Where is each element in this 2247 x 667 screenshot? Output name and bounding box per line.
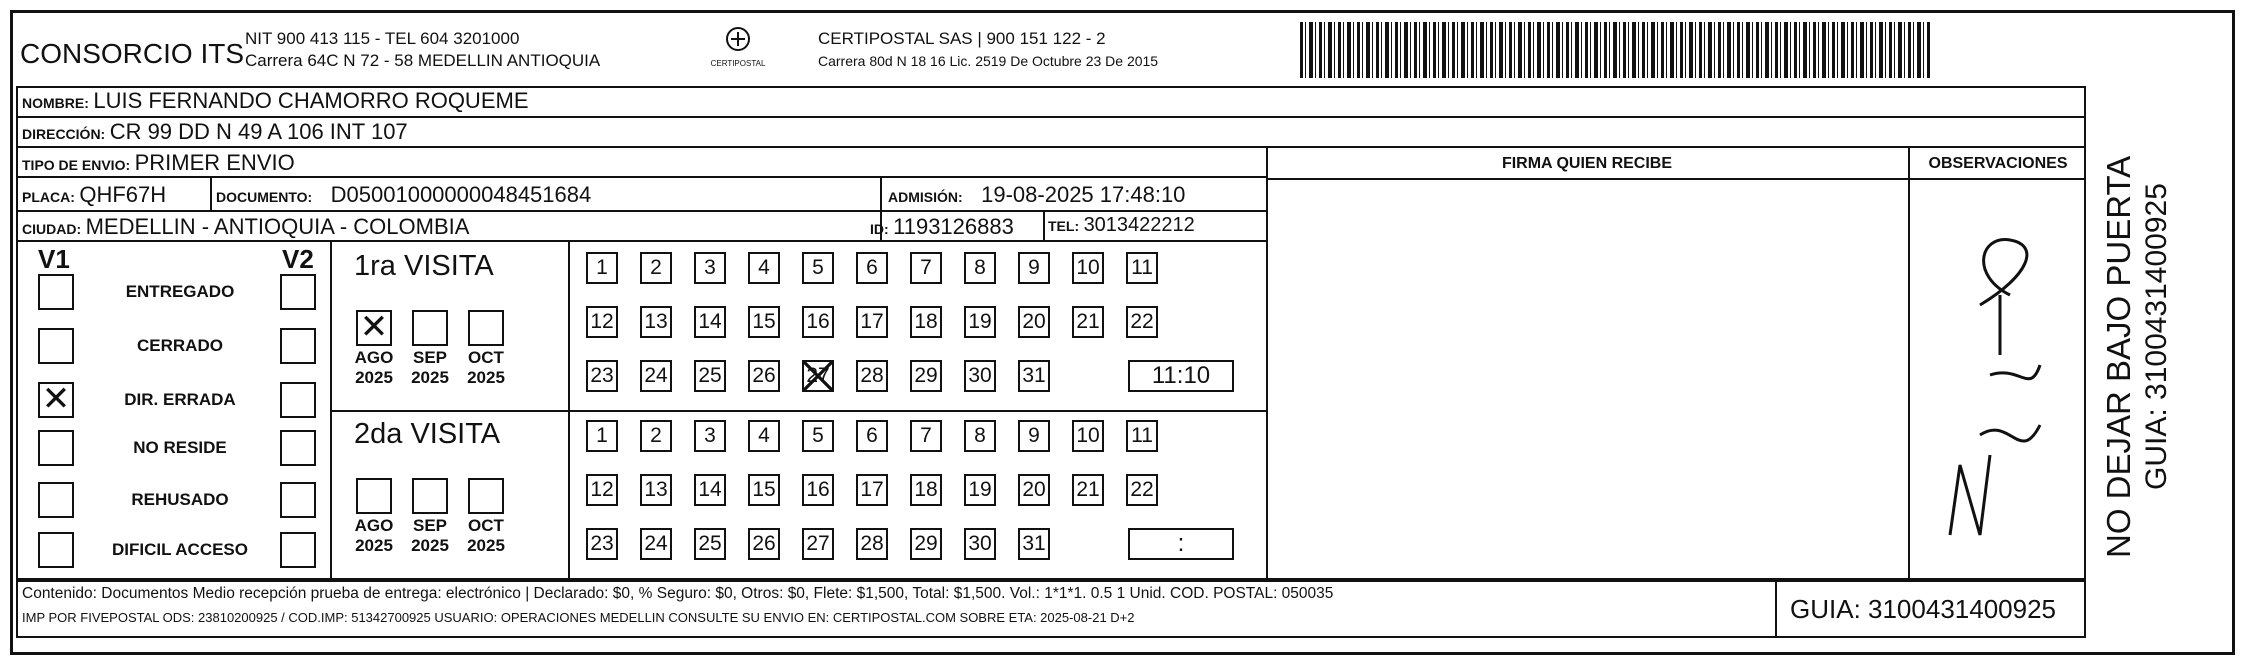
documento-label: DOCUMENTO: xyxy=(216,189,313,205)
day-box[interactable]: 23 xyxy=(586,528,618,560)
v1-checkbox[interactable] xyxy=(38,430,74,466)
status-option-label: REHUSADO xyxy=(131,490,229,509)
day-box[interactable]: 15 xyxy=(748,306,780,338)
month-label xyxy=(405,516,455,556)
day-box[interactable]: 9 xyxy=(1018,252,1050,284)
day-box[interactable]: 5 xyxy=(802,252,834,284)
admision-label: ADMISIÓN: xyxy=(888,189,963,205)
day-box[interactable]: 18 xyxy=(910,306,942,338)
day-box[interactable]: 8 xyxy=(964,252,996,284)
month-name: SEP xyxy=(412,348,448,367)
day-box[interactable]: 2 xyxy=(640,252,672,284)
address-line: Carrera 64C N 72 - 58 MEDELLIN ANTIOQUIA xyxy=(245,51,601,70)
day-box[interactable]: 28 xyxy=(856,360,888,392)
divider xyxy=(330,410,1266,412)
day-box[interactable]: 20 xyxy=(1018,306,1050,338)
day-box[interactable]: 5 xyxy=(802,420,834,452)
day-box[interactable]: 30 xyxy=(964,528,996,560)
day-box[interactable]: 24 xyxy=(640,528,672,560)
divider xyxy=(1043,212,1045,242)
month-checkbox[interactable] xyxy=(468,310,504,346)
v2-header: V2 xyxy=(282,244,314,274)
month-name: OCT xyxy=(468,348,504,367)
ciudad-field xyxy=(22,214,469,240)
month-year: 2025 xyxy=(467,368,505,387)
firma-header: FIRMA QUIEN RECIBE xyxy=(1501,155,1673,172)
placa-value: QHF67H xyxy=(79,182,167,207)
day-box[interactable]: 10 xyxy=(1072,252,1104,284)
visit-title: 1ra VISITA xyxy=(354,250,494,282)
month-checkbox[interactable] xyxy=(468,478,504,514)
divider xyxy=(210,178,212,212)
day-box[interactable]: 9 xyxy=(1018,420,1050,452)
status-option-label: DIR. ERRADA xyxy=(124,390,236,409)
month-label xyxy=(349,516,399,556)
documento-field xyxy=(216,182,591,208)
day-box[interactable]: 19 xyxy=(964,306,996,338)
month-name: SEP xyxy=(412,516,448,535)
v1-checkbox[interactable] xyxy=(38,274,74,310)
observaciones-header: OBSERVACIONES xyxy=(1928,155,2068,172)
v1-checkbox[interactable] xyxy=(38,532,74,568)
month-checkbox[interactable] xyxy=(412,310,448,346)
day-box[interactable]: 1 xyxy=(586,252,618,284)
day-box[interactable]: 26 xyxy=(748,528,780,560)
divider xyxy=(1266,148,1268,580)
documento-value: D05001000000048451684 xyxy=(330,182,592,207)
month-name: OCT xyxy=(468,516,504,535)
v2-checkbox[interactable] xyxy=(280,274,316,310)
v1-checkbox[interactable] xyxy=(38,328,74,364)
time-box[interactable]: : xyxy=(1128,528,1234,560)
day-box[interactable]: 6 xyxy=(856,252,888,284)
day-box[interactable]: 13 xyxy=(640,306,672,338)
divider xyxy=(1266,178,2086,180)
v1-checkbox[interactable] xyxy=(38,482,74,518)
observaciones-handwriting xyxy=(1920,235,2070,555)
day-box[interactable]: 24 xyxy=(640,360,672,392)
nombre-field xyxy=(22,88,529,114)
month-year: 2025 xyxy=(411,368,449,387)
day-box[interactable]: 22 xyxy=(1126,306,1158,338)
company-info xyxy=(245,28,600,72)
day-box[interactable]: 13 xyxy=(640,474,672,506)
v2-checkbox[interactable] xyxy=(280,430,316,466)
v2-checkbox[interactable] xyxy=(280,382,316,418)
barcode xyxy=(1300,22,1930,78)
day-box[interactable]: 14 xyxy=(694,474,726,506)
visit-title: 2da VISITA xyxy=(354,418,501,450)
cert-line: CERTIPOSTAL SAS | 900 151 122 - 2 xyxy=(818,29,1106,48)
tipo-label: TIPO DE ENVIO: xyxy=(22,157,131,173)
day-box[interactable]: 16 xyxy=(802,474,834,506)
day-box[interactable]: 31 xyxy=(1018,360,1050,392)
day-box[interactable]: 27 xyxy=(802,528,834,560)
divider xyxy=(1908,148,1910,580)
day-box[interactable]: 1 xyxy=(586,420,618,452)
day-box[interactable]: 31 xyxy=(1018,528,1050,560)
day-box[interactable]: 25 xyxy=(694,360,726,392)
day-box[interactable]: 4 xyxy=(748,420,780,452)
v2-checkbox[interactable] xyxy=(280,482,316,518)
day-box[interactable]: 3 xyxy=(694,252,726,284)
day-box[interactable]: 17 xyxy=(856,306,888,338)
status-option-label: CERRADO xyxy=(137,336,223,355)
side-guia: GUIA: 3100431400925 xyxy=(2140,183,2173,490)
direccion-label: DIRECCIÓN: xyxy=(22,126,106,142)
day-box[interactable]: 14 xyxy=(694,306,726,338)
day-box[interactable]: 10 xyxy=(1072,420,1104,452)
month-checkbox[interactable]: ✕ xyxy=(356,310,392,346)
day-box[interactable]: 12 xyxy=(586,306,618,338)
month-year: 2025 xyxy=(467,536,505,555)
day-box[interactable]: 22 xyxy=(1126,474,1158,506)
month-name: AGO xyxy=(354,348,394,367)
certipostal-logo xyxy=(708,26,768,74)
id-label: ID: xyxy=(870,221,889,237)
footer-line2: IMP POR FIVEPOSTAL ODS: 23810200925 / COD.IMP: 51342700925 USUARIO: OPERACIONES MEDELLIN CONSULTE SU ENVIO EN: CERTIPOSTAL.COM SOBRE ETA: 2025-08-21 D+2 xyxy=(22,610,1135,625)
day-box[interactable]: 15 xyxy=(748,474,780,506)
nombre-label: NOMBRE: xyxy=(22,95,89,111)
day-box[interactable]: 21 xyxy=(1072,306,1104,338)
time-box[interactable]: 11:10 xyxy=(1128,360,1234,392)
day-box[interactable]: 29 xyxy=(910,360,942,392)
day-box[interactable]: 2 xyxy=(640,420,672,452)
tel-label: TEL: xyxy=(1048,218,1080,234)
day-box[interactable]: 23 xyxy=(586,360,618,392)
tipo-value: PRIMER ENVIO xyxy=(134,150,295,175)
logo-icon xyxy=(721,26,755,56)
v2-checkbox[interactable] xyxy=(280,328,316,364)
day-box[interactable]: 19 xyxy=(964,474,996,506)
day-box[interactable]: 30 xyxy=(964,360,996,392)
day-box[interactable]: 18 xyxy=(910,474,942,506)
direccion-value: CR 99 DD N 49 A 106 INT 107 xyxy=(109,119,408,144)
direccion-field xyxy=(22,119,408,145)
status-option-label: NO RESIDE xyxy=(133,438,227,457)
month-label xyxy=(461,348,511,388)
id-value: 1193126883 xyxy=(893,214,1014,239)
day-box[interactable]: 12 xyxy=(586,474,618,506)
ciudad-label: CIUDAD: xyxy=(22,221,82,237)
day-box[interactable]: 4 xyxy=(748,252,780,284)
month-year: 2025 xyxy=(355,536,393,555)
month-label xyxy=(405,348,455,388)
ciudad-value: MEDELLIN - ANTIOQUIA - COLOMBIA xyxy=(85,214,470,239)
day-box[interactable]: 21 xyxy=(1072,474,1104,506)
placa-field xyxy=(22,182,166,208)
day-box[interactable]: 8 xyxy=(964,420,996,452)
status-option-label: ENTREGADO xyxy=(125,282,235,301)
logo-text: CERTIPOSTAL xyxy=(710,59,766,68)
day-box[interactable]: 11 xyxy=(1126,252,1158,284)
side-warning: NO DEJAR BAJO PUERTA xyxy=(2100,155,2137,558)
day-box[interactable]: 6 xyxy=(856,420,888,452)
footer-guia: GUIA: 3100431400925 xyxy=(1790,594,2056,624)
v1-checkbox[interactable]: ✕ xyxy=(38,382,74,418)
day-box[interactable]: 20 xyxy=(1018,474,1050,506)
divider xyxy=(568,242,570,580)
handwriting-text xyxy=(1920,560,1924,561)
month-checkbox[interactable] xyxy=(412,478,448,514)
v1-header: V1 xyxy=(38,244,70,274)
month-name: AGO xyxy=(354,516,394,535)
admision-field xyxy=(888,182,1185,208)
day-box[interactable]: 16 xyxy=(802,306,834,338)
nombre-value: LUIS FERNANDO CHAMORRO ROQUEME xyxy=(93,88,529,113)
day-box[interactable]: 3 xyxy=(694,420,726,452)
placa-label: PLACA: xyxy=(22,189,75,205)
id-field xyxy=(870,214,1014,240)
footer-line1: Contenido: Documentos Medio recepción prueba de entrega: electrónico | Declarado: $0, % Seguro: $0, Otros: $0, Flete: $1,500, Total: $1,500. Vol.: 1*1*1. 0.5 1 Unid. COD. POSTAL: 050035 xyxy=(22,585,1334,602)
day-box[interactable]: 11 xyxy=(1126,420,1158,452)
day-box[interactable]: 7 xyxy=(910,252,942,284)
v2-checkbox[interactable] xyxy=(280,532,316,568)
cert-license: Carrera 80d N 18 16 Lic. 2519 De Octubre 23 De 2015 xyxy=(818,53,1159,69)
day-box[interactable]: 25 xyxy=(694,528,726,560)
tel-value: 3013422212 xyxy=(1083,214,1195,236)
month-year: 2025 xyxy=(411,536,449,555)
day-box[interactable]: 27 xyxy=(802,360,834,392)
tipo-field xyxy=(22,150,295,176)
month-label xyxy=(461,516,511,556)
status-option-label: DIFICIL ACCESO xyxy=(111,540,248,559)
nit-line: NIT 900 413 115 - TEL 604 3201000 xyxy=(245,29,520,48)
day-box[interactable]: 7 xyxy=(910,420,942,452)
month-label xyxy=(349,348,399,388)
admision-value: 19-08-2025 17:48:10 xyxy=(981,182,1186,207)
day-box[interactable]: 17 xyxy=(856,474,888,506)
brand-name: CONSORCIO ITS xyxy=(20,38,245,69)
month-checkbox[interactable] xyxy=(356,478,392,514)
day-box[interactable]: 26 xyxy=(748,360,780,392)
day-box[interactable]: 29 xyxy=(910,528,942,560)
day-box[interactable]: 28 xyxy=(856,528,888,560)
certipostal-info xyxy=(818,28,1158,72)
tel-field xyxy=(1048,214,1195,237)
month-year: 2025 xyxy=(355,368,393,387)
